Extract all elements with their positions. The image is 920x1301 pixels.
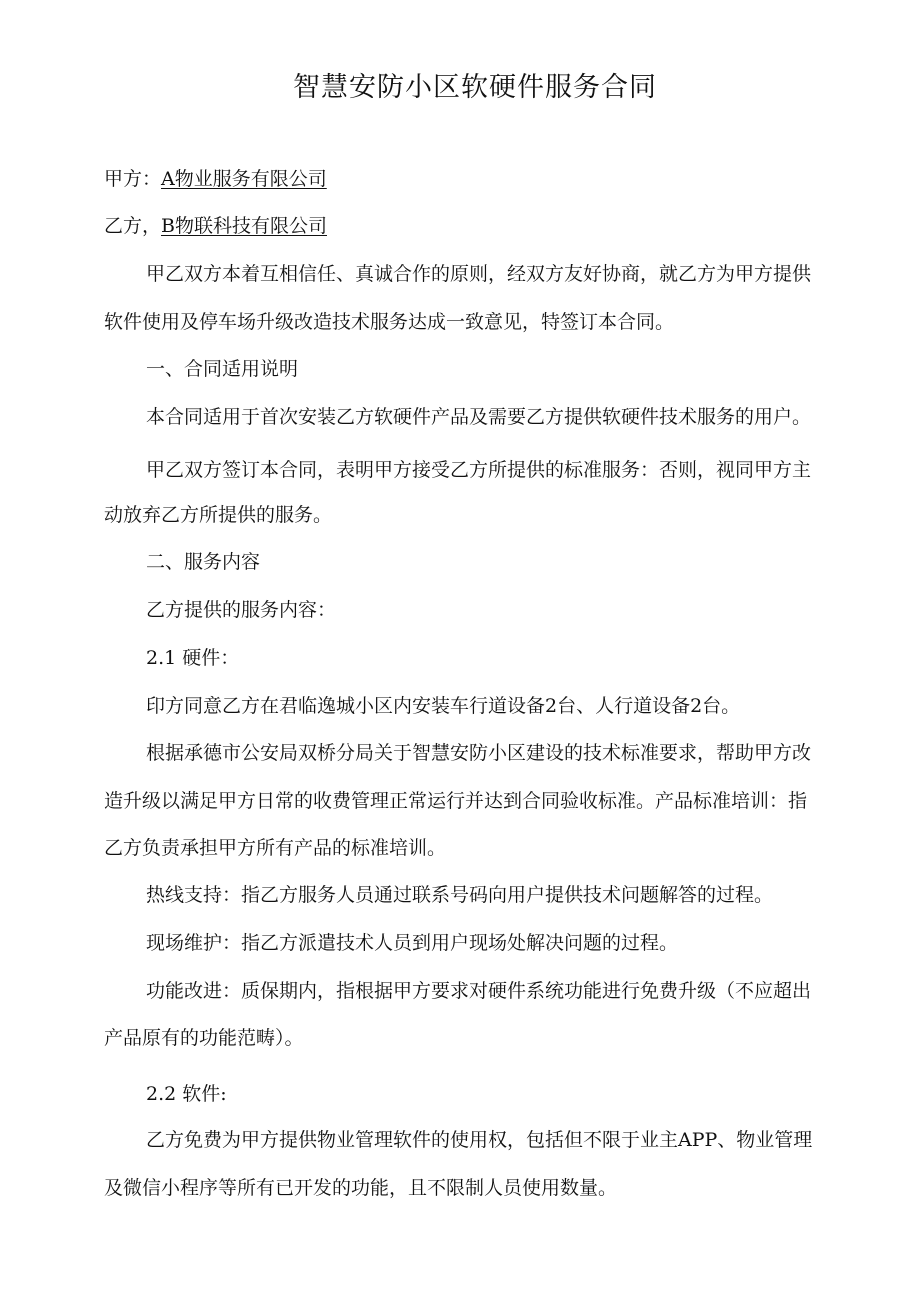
section-2-intro: 乙方提供的服务内容： xyxy=(146,599,337,621)
hardware-paragraph-2-line-2: 造升级以满足甲方日常的收费管理正常运行并达到合同验收标准。产品标准培训：指 xyxy=(104,790,808,812)
party-a-label: 甲方： xyxy=(104,168,162,190)
hardware-paragraph-2-line-3: 乙方负责承担甲方所有产品的标准培训。 xyxy=(104,837,447,859)
onsite-maintenance: 现场维护：指乙方派遣技术人员到用户现场处解决问题的过程。 xyxy=(146,932,679,954)
hardware-paragraph-1: 印方同意乙方在君临逸城小区内安装车行道设备2台、人行道设备2台。 xyxy=(146,695,741,717)
function-improvement-line-2: 产品原有的功能范畴）。 xyxy=(104,1027,304,1049)
hotline-support: 热线支持：指乙方服务人员通过联系号码向用户提供技术问题解答的过程。 xyxy=(146,884,774,906)
section-1-paragraph-2-line-1: 甲乙双方签订本合同，表明甲方接受乙方所提供的标准服务：否则，视同甲方主 xyxy=(146,459,812,481)
party-b-line xyxy=(104,211,864,241)
party-b-label: 乙方， xyxy=(104,215,162,237)
party-a-line xyxy=(104,164,864,194)
software-paragraph-line-2: 及微信小程序等所有已开发的功能，且不限制人员使用数量。 xyxy=(104,1177,618,1199)
hardware-heading: 2.1 硬件： xyxy=(146,647,240,669)
party-a-name: A物业服务有限公司 xyxy=(161,168,327,190)
document-title: 智慧安防小区软硬件服务合同 xyxy=(293,72,657,103)
section-2-heading: 二、服务内容 xyxy=(146,551,261,573)
function-improvement-line-1: 功能改进：质保期内，指根据甲方要求对硬件系统功能进行免费升级（不应超出 xyxy=(146,980,812,1002)
section-1-paragraph-2-line-2: 动放弃乙方所提供的服务。 xyxy=(104,504,333,526)
software-heading: 2.2 软件: xyxy=(146,1083,227,1105)
party-b-name: B物联科技有限公司 xyxy=(161,215,327,237)
section-1-heading: 一、合同适用说明 xyxy=(146,358,299,380)
hardware-paragraph-2-line-1: 根据承德市公安局双桥分局关于智慧安防小区建设的技术标准要求，帮助甲方改 xyxy=(146,742,812,764)
software-paragraph-line-1: 乙方免费为甲方提供物业管理软件的使用权，包括但不限于业主APP、物业管理 xyxy=(146,1129,813,1151)
intro-line-2: 软件使用及停车场升级改造技术服务达成一致意见，特签订本合同。 xyxy=(104,311,675,333)
intro-line-1: 甲乙双方本着互相信任、真诚合作的原则，经双方友好协商，就乙方为甲方提供 xyxy=(146,263,812,285)
section-1-paragraph-1: 本合同适用于首次安装乙方软硬件产品及需要乙方提供软硬件技术服务的用户。 xyxy=(146,406,812,428)
